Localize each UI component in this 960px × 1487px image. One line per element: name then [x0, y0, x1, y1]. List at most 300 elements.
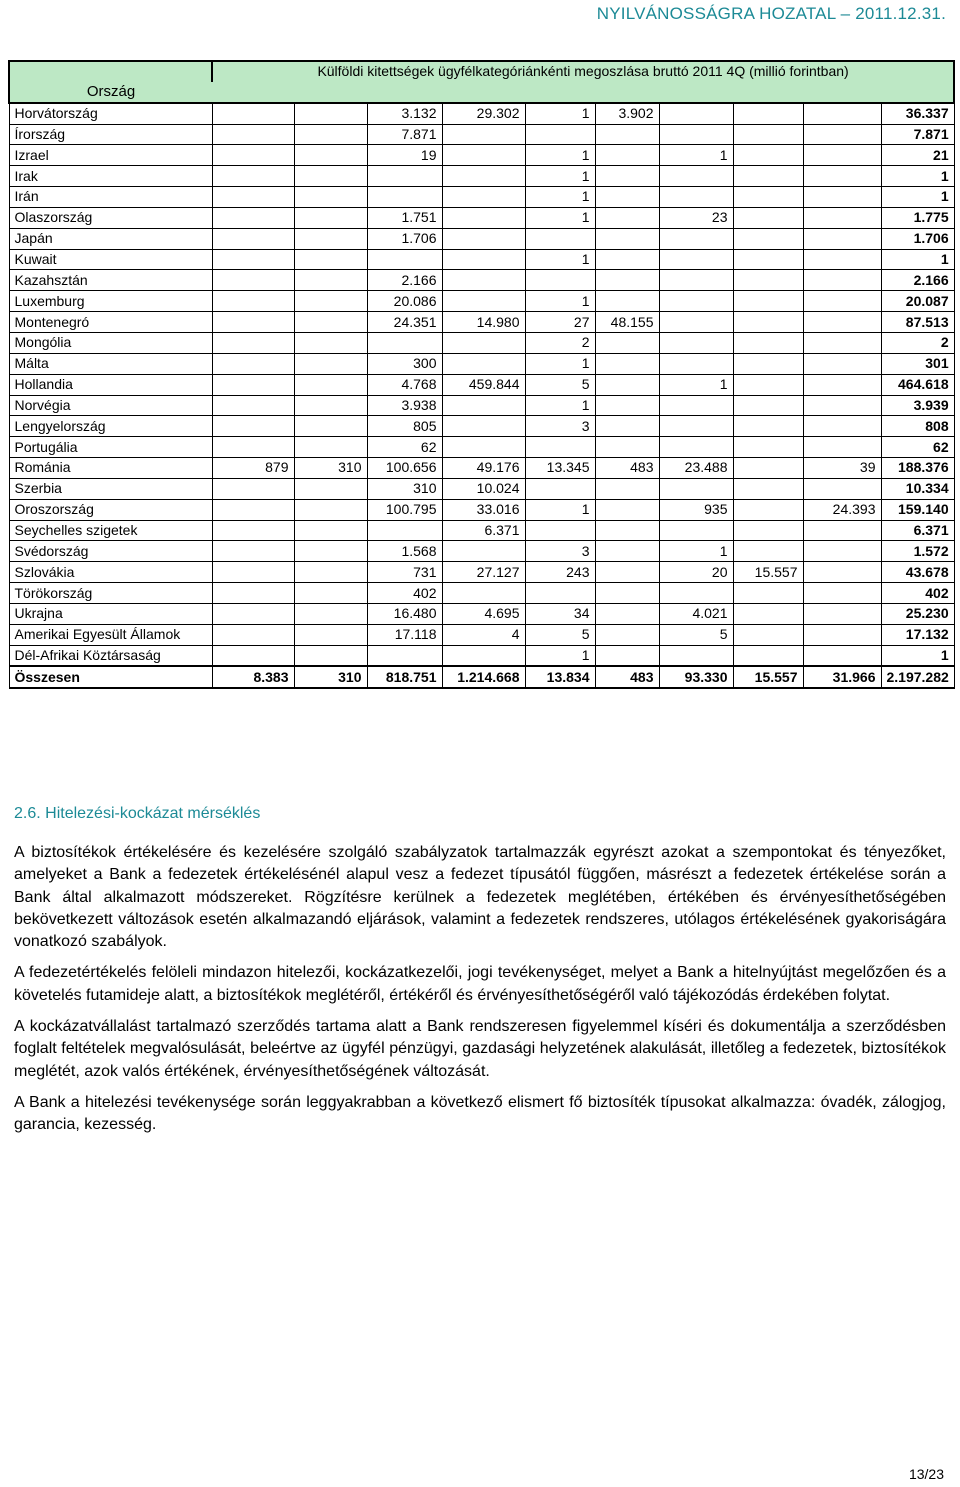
- value-cell: 4.695: [442, 603, 525, 624]
- country-cell: Szlovákia: [9, 562, 212, 583]
- value-cell: 2.166: [881, 270, 954, 291]
- value-cell: [595, 499, 659, 520]
- value-cell: 13.345: [525, 458, 595, 479]
- value-cell: 15.557: [733, 666, 803, 688]
- value-cell: [212, 478, 294, 499]
- value-cell: [595, 207, 659, 228]
- section-body: [14, 842, 946, 1146]
- value-cell: 100.795: [367, 499, 442, 520]
- table-row: [9, 645, 954, 666]
- value-cell: [212, 207, 294, 228]
- value-cell: [659, 187, 733, 208]
- value-cell: [659, 270, 733, 291]
- value-cell: [803, 478, 881, 499]
- value-cell: 310: [294, 666, 367, 688]
- value-cell: 808: [881, 416, 954, 437]
- value-cell: [212, 374, 294, 395]
- value-cell: [595, 187, 659, 208]
- value-cell: 1.568: [367, 541, 442, 562]
- value-cell: [212, 249, 294, 270]
- value-cell: 1: [525, 249, 595, 270]
- value-cell: [733, 395, 803, 416]
- value-cell: 1.751: [367, 207, 442, 228]
- column-header: [595, 82, 659, 103]
- value-cell: 1: [659, 145, 733, 166]
- value-cell: 39: [803, 458, 881, 479]
- document-header-title: NYILVÁNOSSÁGRA HOZATAL – 2011.12.31.: [596, 4, 946, 23]
- value-cell: 5: [525, 624, 595, 645]
- country-cell: Irak: [9, 166, 212, 187]
- value-cell: 818.751: [367, 666, 442, 688]
- value-cell: [212, 291, 294, 312]
- value-cell: [659, 312, 733, 333]
- value-cell: 20.086: [367, 291, 442, 312]
- value-cell: [442, 249, 525, 270]
- value-cell: [442, 207, 525, 228]
- value-cell: [212, 437, 294, 458]
- value-cell: 1: [525, 187, 595, 208]
- country-cell: Hollandia: [9, 374, 212, 395]
- table-title: Külföldi kitettségek ügyfélkategóriánkénti megoszlása bruttó 2011 4Q (millió forintban): [212, 61, 954, 82]
- value-cell: 3.902: [595, 103, 659, 124]
- column-header: [367, 82, 442, 103]
- value-cell: [595, 332, 659, 353]
- value-cell: [212, 332, 294, 353]
- value-cell: 4: [442, 624, 525, 645]
- value-cell: 243: [525, 562, 595, 583]
- value-cell: 1: [525, 499, 595, 520]
- value-cell: [733, 583, 803, 604]
- value-cell: 10.024: [442, 478, 525, 499]
- value-cell: 310: [294, 458, 367, 479]
- value-cell: [733, 312, 803, 333]
- value-cell: [442, 353, 525, 374]
- value-cell: [803, 270, 881, 291]
- value-cell: [733, 187, 803, 208]
- value-cell: 1.706: [881, 228, 954, 249]
- country-cell: Kazahsztán: [9, 270, 212, 291]
- value-cell: 3.938: [367, 395, 442, 416]
- value-cell: [595, 520, 659, 541]
- value-cell: [803, 645, 881, 666]
- value-cell: [659, 166, 733, 187]
- column-header: [442, 82, 525, 103]
- value-cell: [442, 187, 525, 208]
- value-cell: 21: [881, 145, 954, 166]
- country-cell: Oroszország: [9, 499, 212, 520]
- value-cell: [294, 624, 367, 645]
- value-cell: [595, 270, 659, 291]
- country-cell: Románia: [9, 458, 212, 479]
- value-cell: [367, 645, 442, 666]
- country-cell: Montenegró: [9, 312, 212, 333]
- value-cell: [212, 603, 294, 624]
- value-cell: [803, 145, 881, 166]
- value-cell: [803, 166, 881, 187]
- value-cell: 31.966: [803, 666, 881, 688]
- value-cell: [525, 124, 595, 145]
- value-cell: 879: [212, 458, 294, 479]
- value-cell: [659, 291, 733, 312]
- value-cell: [733, 249, 803, 270]
- value-cell: [595, 562, 659, 583]
- value-cell: 159.140: [881, 499, 954, 520]
- value-cell: 10.334: [881, 478, 954, 499]
- exposure-table-wrapper: [8, 60, 953, 689]
- value-cell: [733, 166, 803, 187]
- value-cell: 4.021: [659, 603, 733, 624]
- value-cell: [212, 353, 294, 374]
- value-cell: 1: [881, 249, 954, 270]
- value-cell: [803, 520, 881, 541]
- value-cell: 1.706: [367, 228, 442, 249]
- value-cell: 6.371: [442, 520, 525, 541]
- column-header: [803, 82, 881, 103]
- value-cell: [294, 166, 367, 187]
- value-cell: [803, 249, 881, 270]
- value-cell: [659, 353, 733, 374]
- value-cell: [294, 291, 367, 312]
- value-cell: 29.302: [442, 103, 525, 124]
- value-cell: 7.871: [881, 124, 954, 145]
- value-cell: [442, 270, 525, 291]
- table-row: [9, 603, 954, 624]
- value-cell: [367, 187, 442, 208]
- value-cell: [595, 416, 659, 437]
- value-cell: [803, 437, 881, 458]
- value-cell: [595, 478, 659, 499]
- value-cell: 1: [525, 645, 595, 666]
- value-cell: [595, 353, 659, 374]
- country-cell: Olaszország: [9, 207, 212, 228]
- value-cell: 48.155: [595, 312, 659, 333]
- value-cell: 1: [881, 166, 954, 187]
- country-cell: Irán: [9, 187, 212, 208]
- value-cell: 62: [881, 437, 954, 458]
- value-cell: [442, 291, 525, 312]
- column-header: [659, 82, 733, 103]
- value-cell: 459.844: [442, 374, 525, 395]
- table-row: [9, 583, 954, 604]
- value-cell: [442, 416, 525, 437]
- value-cell: [442, 228, 525, 249]
- value-cell: 5: [525, 374, 595, 395]
- value-cell: [442, 541, 525, 562]
- value-cell: [442, 124, 525, 145]
- value-cell: 3.939: [881, 395, 954, 416]
- value-cell: [803, 353, 881, 374]
- value-cell: [367, 332, 442, 353]
- table-row: [9, 145, 954, 166]
- value-cell: 20: [659, 562, 733, 583]
- value-cell: [733, 207, 803, 228]
- value-cell: [442, 583, 525, 604]
- value-cell: [659, 228, 733, 249]
- value-cell: 6.371: [881, 520, 954, 541]
- country-cell: Mongólia: [9, 332, 212, 353]
- value-cell: [595, 291, 659, 312]
- value-cell: 34: [525, 603, 595, 624]
- value-cell: [212, 541, 294, 562]
- page-number: 13/23: [908, 1466, 944, 1482]
- value-cell: [294, 645, 367, 666]
- country-cell: Horvátország: [9, 103, 212, 124]
- value-cell: [803, 312, 881, 333]
- value-cell: [212, 312, 294, 333]
- country-column-header: Ország: [9, 82, 212, 103]
- value-cell: 8.383: [212, 666, 294, 688]
- value-cell: 13.834: [525, 666, 595, 688]
- value-cell: [212, 416, 294, 437]
- value-cell: [294, 103, 367, 124]
- value-cell: [212, 562, 294, 583]
- country-cell: Portugália: [9, 437, 212, 458]
- value-cell: 16.480: [367, 603, 442, 624]
- country-cell: Svédország: [9, 541, 212, 562]
- table-row: [9, 520, 954, 541]
- value-cell: [294, 583, 367, 604]
- value-cell: 100.656: [367, 458, 442, 479]
- value-cell: [294, 562, 367, 583]
- table-row: [9, 291, 954, 312]
- value-cell: [733, 124, 803, 145]
- value-cell: [212, 583, 294, 604]
- value-cell: [733, 437, 803, 458]
- value-cell: [294, 270, 367, 291]
- value-cell: [733, 103, 803, 124]
- value-cell: 1: [525, 207, 595, 228]
- value-cell: 62: [367, 437, 442, 458]
- table-row: [9, 374, 954, 395]
- country-cell: Összesen: [9, 666, 212, 688]
- country-cell: Japán: [9, 228, 212, 249]
- value-cell: [659, 645, 733, 666]
- column-header: [881, 82, 954, 103]
- value-cell: [294, 332, 367, 353]
- value-cell: [442, 395, 525, 416]
- value-cell: [212, 645, 294, 666]
- value-cell: 36.337: [881, 103, 954, 124]
- value-cell: [733, 520, 803, 541]
- value-cell: 483: [595, 666, 659, 688]
- value-cell: [442, 332, 525, 353]
- country-cell: Törökország: [9, 583, 212, 604]
- value-cell: [294, 145, 367, 166]
- value-cell: [294, 541, 367, 562]
- value-cell: [733, 478, 803, 499]
- value-cell: [294, 499, 367, 520]
- exposure-table: [8, 60, 955, 689]
- country-cell: Lengyelország: [9, 416, 212, 437]
- value-cell: 483: [595, 458, 659, 479]
- value-cell: 1.214.668: [442, 666, 525, 688]
- value-cell: 805: [367, 416, 442, 437]
- value-cell: [733, 145, 803, 166]
- value-cell: 3: [525, 541, 595, 562]
- table-row: [9, 103, 954, 124]
- value-cell: [294, 374, 367, 395]
- value-cell: [595, 645, 659, 666]
- country-cell: Szerbia: [9, 478, 212, 499]
- value-cell: [803, 603, 881, 624]
- value-cell: [803, 103, 881, 124]
- value-cell: [595, 624, 659, 645]
- value-cell: 2.166: [367, 270, 442, 291]
- column-header: [294, 82, 367, 103]
- value-cell: [442, 645, 525, 666]
- value-cell: [803, 124, 881, 145]
- table-row: [9, 478, 954, 499]
- country-cell: Dél-Afrikai Köztársaság: [9, 645, 212, 666]
- country-cell: Luxemburg: [9, 291, 212, 312]
- country-cell: Ukrajna: [9, 603, 212, 624]
- value-cell: [212, 103, 294, 124]
- value-cell: [294, 416, 367, 437]
- value-cell: 2: [525, 332, 595, 353]
- value-cell: [733, 374, 803, 395]
- value-cell: 301: [881, 353, 954, 374]
- value-cell: [367, 166, 442, 187]
- table-row: [9, 541, 954, 562]
- value-cell: [803, 583, 881, 604]
- table-row: [9, 562, 954, 583]
- value-cell: [659, 583, 733, 604]
- value-cell: [294, 124, 367, 145]
- value-cell: [525, 583, 595, 604]
- value-cell: [212, 499, 294, 520]
- value-cell: 1: [525, 395, 595, 416]
- value-cell: [212, 624, 294, 645]
- column-header: [212, 82, 294, 103]
- value-cell: [733, 353, 803, 374]
- value-cell: 23: [659, 207, 733, 228]
- value-cell: 7.871: [367, 124, 442, 145]
- value-cell: [525, 478, 595, 499]
- value-cell: 43.678: [881, 562, 954, 583]
- value-cell: 310: [367, 478, 442, 499]
- table-row: [9, 270, 954, 291]
- value-cell: 2.197.282: [881, 666, 954, 688]
- table-row: [9, 166, 954, 187]
- value-cell: [803, 624, 881, 645]
- country-cell: Málta: [9, 353, 212, 374]
- value-cell: 1: [525, 166, 595, 187]
- value-cell: [733, 228, 803, 249]
- value-cell: 3: [525, 416, 595, 437]
- value-cell: [733, 645, 803, 666]
- value-cell: 27.127: [442, 562, 525, 583]
- value-cell: 33.016: [442, 499, 525, 520]
- value-cell: [294, 187, 367, 208]
- value-cell: [595, 374, 659, 395]
- table-row: [9, 416, 954, 437]
- value-cell: 1: [659, 374, 733, 395]
- value-cell: [367, 520, 442, 541]
- value-cell: [803, 562, 881, 583]
- value-cell: 1: [525, 291, 595, 312]
- value-cell: [733, 541, 803, 562]
- table-row: [9, 437, 954, 458]
- value-cell: [595, 437, 659, 458]
- value-cell: [659, 416, 733, 437]
- value-cell: 24.393: [803, 499, 881, 520]
- value-cell: [442, 145, 525, 166]
- table-row: [9, 124, 954, 145]
- table-row: [9, 207, 954, 228]
- value-cell: [595, 249, 659, 270]
- value-cell: [803, 541, 881, 562]
- value-cell: 27: [525, 312, 595, 333]
- country-cell: Seychelles szigetek: [9, 520, 212, 541]
- total-row: [9, 666, 954, 688]
- value-cell: [659, 249, 733, 270]
- value-cell: [525, 437, 595, 458]
- value-cell: [659, 124, 733, 145]
- value-cell: 731: [367, 562, 442, 583]
- value-cell: [294, 353, 367, 374]
- value-cell: [659, 395, 733, 416]
- value-cell: [803, 228, 881, 249]
- value-cell: 20.087: [881, 291, 954, 312]
- value-cell: 19: [367, 145, 442, 166]
- table-row: [9, 249, 954, 270]
- table-row: [9, 332, 954, 353]
- value-cell: 24.351: [367, 312, 442, 333]
- value-cell: 935: [659, 499, 733, 520]
- value-cell: [525, 270, 595, 291]
- value-cell: 23.488: [659, 458, 733, 479]
- value-cell: [803, 207, 881, 228]
- table-row: [9, 458, 954, 479]
- value-cell: [733, 291, 803, 312]
- value-cell: [595, 166, 659, 187]
- value-cell: [595, 145, 659, 166]
- value-cell: [659, 520, 733, 541]
- value-cell: [803, 416, 881, 437]
- value-cell: 5: [659, 624, 733, 645]
- value-cell: [212, 270, 294, 291]
- column-header: [525, 82, 595, 103]
- value-cell: 188.376: [881, 458, 954, 479]
- value-cell: 1.572: [881, 541, 954, 562]
- value-cell: [733, 332, 803, 353]
- value-cell: 15.557: [733, 562, 803, 583]
- value-cell: 1: [881, 187, 954, 208]
- value-cell: [733, 603, 803, 624]
- section-title: 2.6. Hitelezési-kockázat mérséklés: [14, 805, 261, 822]
- value-cell: [212, 228, 294, 249]
- country-cell: Norvégia: [9, 395, 212, 416]
- table-row: [9, 228, 954, 249]
- table-row: [9, 312, 954, 333]
- value-cell: [659, 332, 733, 353]
- value-cell: [733, 416, 803, 437]
- value-cell: [803, 291, 881, 312]
- value-cell: [212, 520, 294, 541]
- value-cell: [595, 603, 659, 624]
- table-row: [9, 395, 954, 416]
- value-cell: [294, 520, 367, 541]
- value-cell: 87.513: [881, 312, 954, 333]
- value-cell: [212, 145, 294, 166]
- value-cell: [294, 312, 367, 333]
- value-cell: [659, 437, 733, 458]
- value-cell: [733, 458, 803, 479]
- header-spacer: [9, 61, 212, 82]
- paragraph: A Bank a hitelezési tevékenysége során leggyakrabban a következő elismert fő biztosíték típusokat alkalmazza: óvadék, zálogjog, garancia, kezesség.: [14, 1093, 946, 1134]
- table-row: [9, 353, 954, 374]
- value-cell: [525, 520, 595, 541]
